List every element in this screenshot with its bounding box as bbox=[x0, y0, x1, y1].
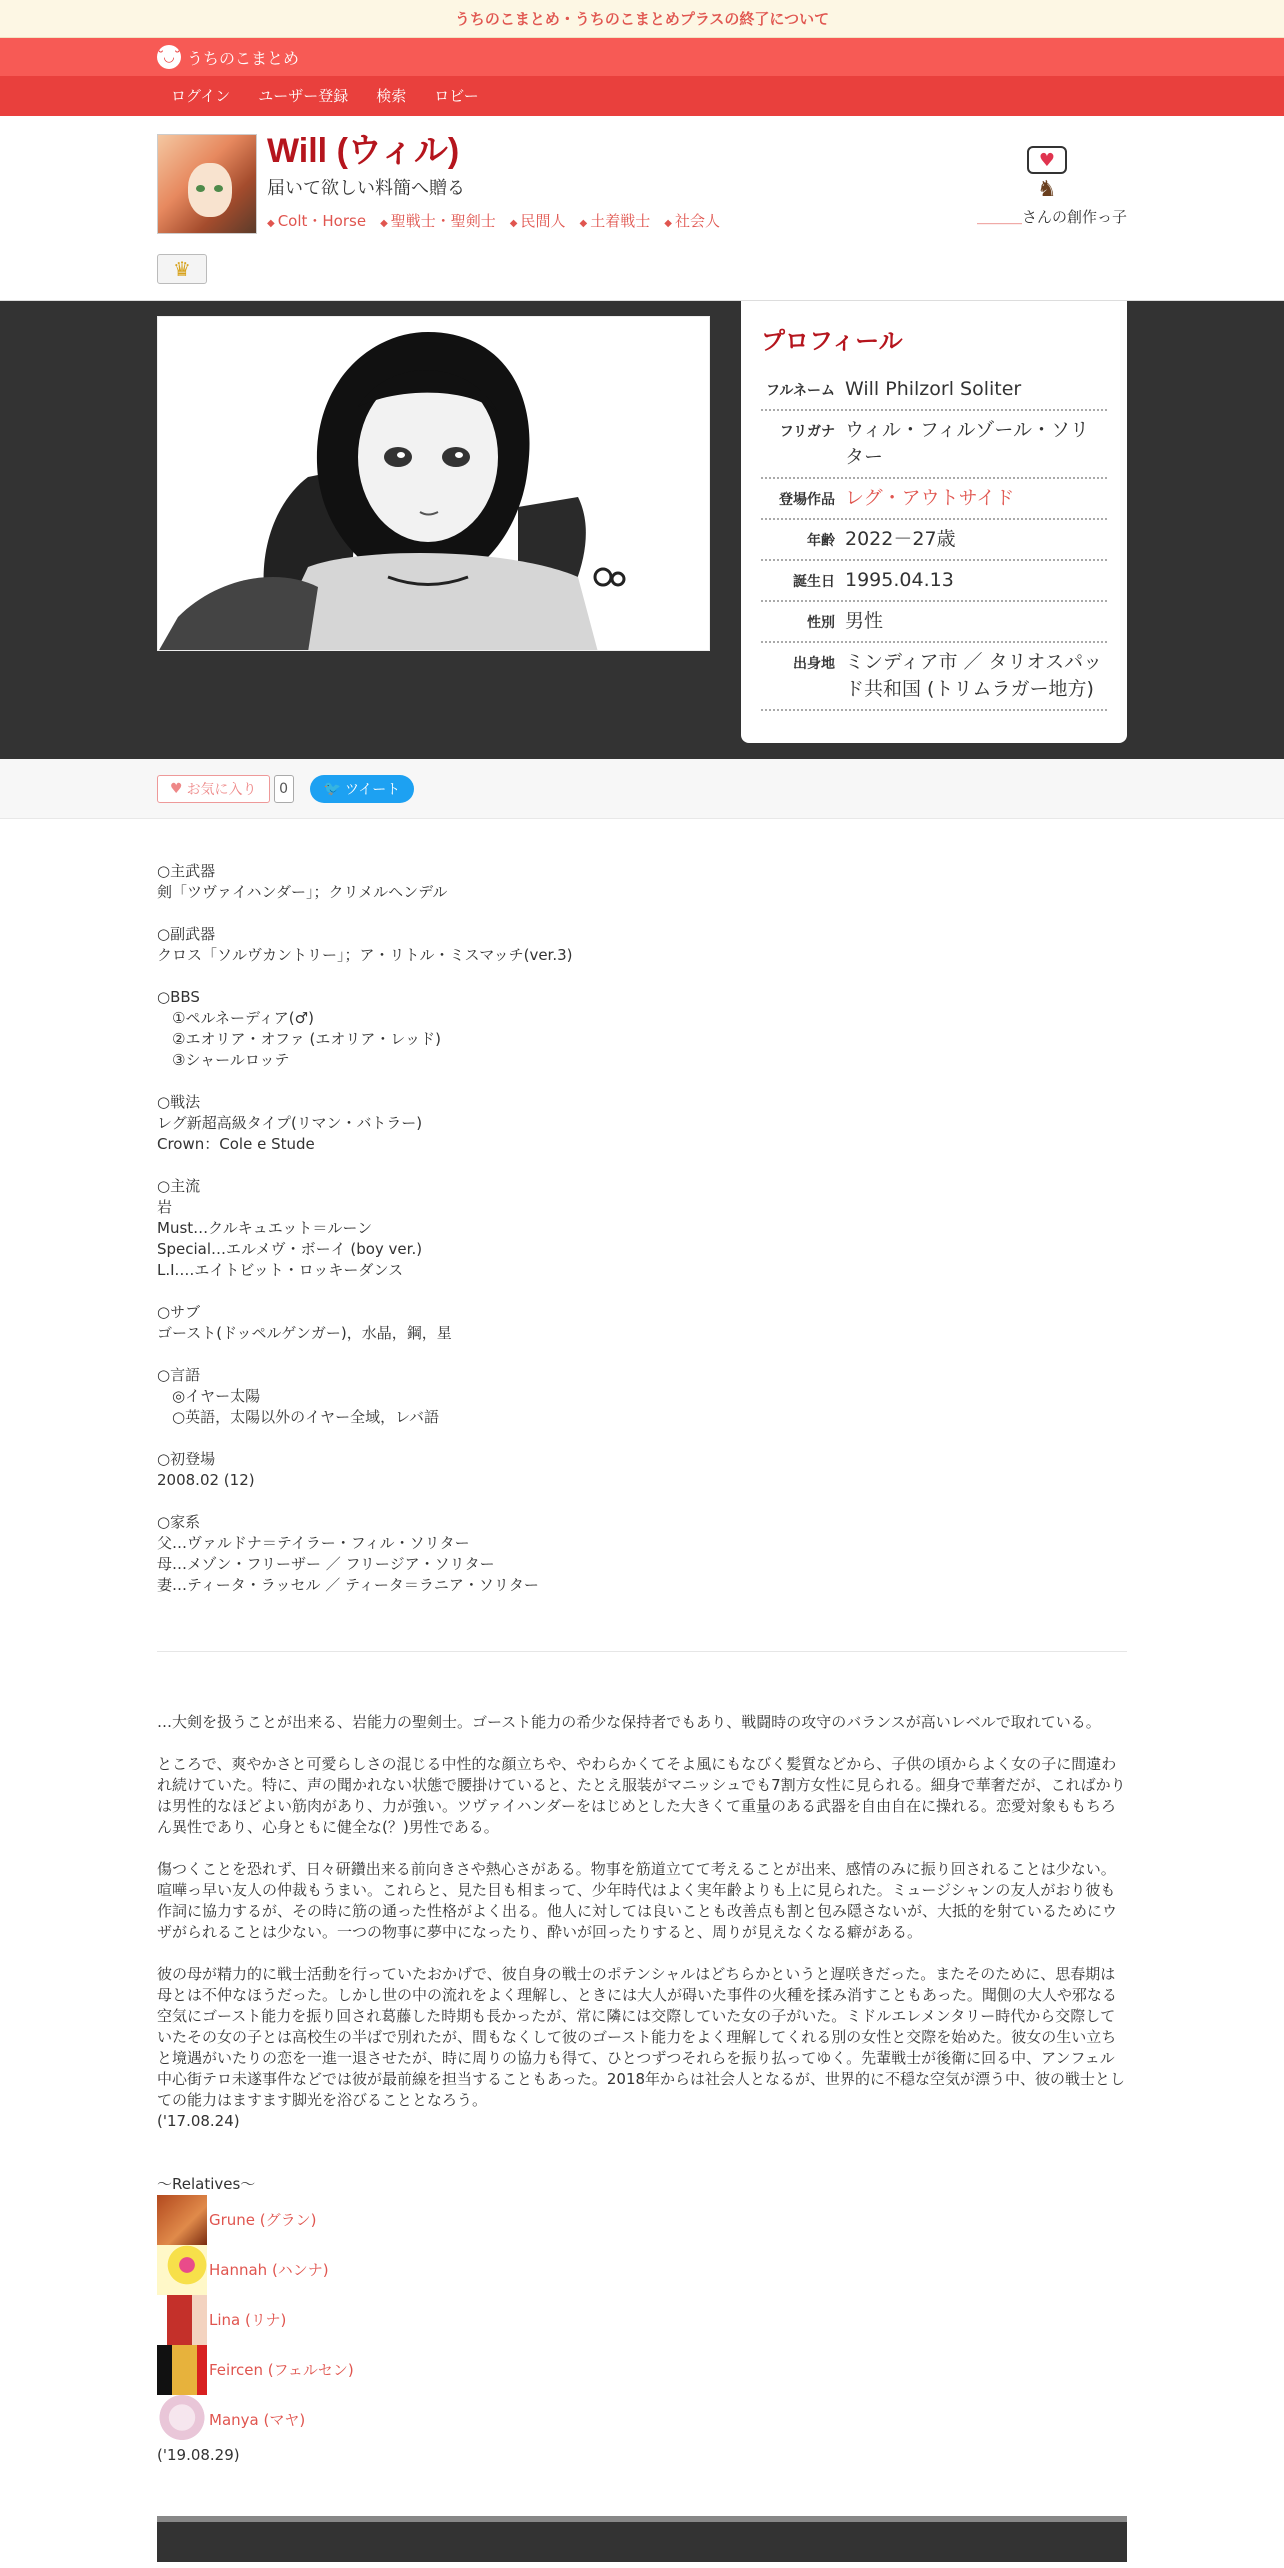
profile-label: フリガナ bbox=[779, 424, 835, 440]
description-paragraph: ところで、爽やかさと可愛らしさの混じる中性的な顔立ちや、やわらかくてそよ風にもなびく髪質などから、子供の頃からよく女の子に間違われ続けていた。特に、声の聞かれない状態で腰掛けていると、たとえ服装がマニッシュでも7割方女性に見られる。細身で華奢だが、こればかりは男性的なほどよい筋肉があり、力が強い。ツヴァイハンダーをはじめとした大きくて重量のある武器を自由自在に操れる。恋愛対象ももちろん異性であり、心身ともに健全な(？)男性である。 bbox=[157, 1755, 1126, 1836]
notice-text[interactable]: うちのこまとめ・うちのこまとめプラスの終了について bbox=[454, 10, 830, 28]
relative-item[interactable] bbox=[157, 2395, 1127, 2445]
tag-link[interactable]: ◆ 社会人 bbox=[664, 210, 720, 231]
relative-name[interactable]: Lina (リナ) bbox=[209, 2310, 287, 2329]
description-paragraph: …大剣を扱うことが出来る、岩能力の聖剣士。ゴースト能力の希少な保持者でもあり、戦闘時の攻守のバランスが高いレベルで取れている。 bbox=[157, 1713, 1101, 1731]
notice-banner[interactable] bbox=[0, 0, 1284, 38]
profile-card bbox=[741, 301, 1127, 743]
profile-label: 登場作品 bbox=[779, 492, 835, 508]
tag-link[interactable]: ◆ 土着戦士 bbox=[580, 210, 651, 231]
relative-thumbnail bbox=[157, 2345, 207, 2395]
description-paragraph: 傷つくことを恐れず、日々研鑽出来る前向きさや熱心さがある。物事を筋道立てて考えることが出来、感情のみに振り回されることは少ない。喧嘩っ早い友人の仲裁もうまい。これらと、見た目も相まって、少年時代はよく実年齢よりも上に見られた。ミュージシャンの友人がおり彼も作詞に協力するが、その時に筋の通った性格がよく出る。他人に対しては良いことも改善点も割と包み隠さないが、大抵的を射ているためにウザがられることは少ない。一つの物事に夢中になったり、酔いが回ったりすると、周りが見えなくなる癖がある。 bbox=[157, 1860, 1118, 1941]
relative-name[interactable]: Manya (マヤ) bbox=[209, 2410, 306, 2429]
relatives-list bbox=[157, 2195, 1127, 2445]
nav-bar bbox=[0, 76, 1284, 116]
profile-row bbox=[761, 643, 1107, 711]
relative-thumbnail bbox=[157, 2395, 207, 2445]
heart-icon: ♥ bbox=[170, 780, 183, 797]
tag-link[interactable]: ◆ 聖戦士・聖剣士 bbox=[380, 210, 496, 231]
detail-section bbox=[157, 819, 1127, 1596]
relatives-date: ('19.08.29) bbox=[157, 2446, 240, 2464]
description-section bbox=[157, 1712, 1127, 2132]
tag-link[interactable]: ◆ Colt・Horse bbox=[267, 210, 366, 231]
tag-link[interactable]: ◆ 民間人 bbox=[510, 210, 566, 231]
tag-list bbox=[267, 210, 720, 231]
description-paragraph: 彼の母が精力的に戦士活動を行っていたおかげで、彼自身の戦士のポテンシャルはどちらかというと遅咲きだった。またそのために、思春期は母とは不仲なほうだった。しかし世の中の流れをよく理解し、ときには大人が碍いた事件の火種を揉み消すこともあった。聞側の大人や邪なる空気にゴースト能力を振り回され葛藤した時期も長かったが、常に隣には交際していた女の子がいた。ミドルエレメンタリー時代から交際していたその女の子とは高校生の半ばで別れたが、間もなくして彼のゴースト能力をよく理解してくれる別の女性と交際を始めた。彼女の生い立ちと境遇がいたりの恋を一進一退させたが、時に周りの協力も得て、ひとつずつそれらを振り払ってゆく。先輩戦士が後衛に回る中、アンフェル中心街テロ未遂事件などでは彼が最前線を担当することもあった。2018年からは社会人となるが、世界的に不穏な空気が漂う中、彼の戦士としての能力はますます脚光を浴びることとなろう。 ('17.08.24) bbox=[157, 1965, 1126, 2130]
relative-name[interactable]: Feircen (フェルセン) bbox=[209, 2360, 354, 2379]
relative-item[interactable] bbox=[157, 2195, 1127, 2245]
character-catchphrase: 届いて欲しい料簡へ贈る bbox=[267, 178, 465, 199]
work-link[interactable]: レグ・アウトサイド bbox=[845, 487, 1015, 509]
relative-name[interactable]: Hannah (ハンナ) bbox=[209, 2260, 329, 2279]
relative-item[interactable] bbox=[157, 2295, 1127, 2345]
heart-icon: ♥ bbox=[1027, 146, 1067, 174]
favorite-count: 0 bbox=[274, 775, 294, 803]
main-content bbox=[157, 819, 1127, 2562]
nav-lobby[interactable]: ロビー bbox=[434, 87, 479, 105]
profile-value: Will Philzorl Soliter bbox=[845, 378, 1022, 400]
character-avatar bbox=[157, 134, 257, 234]
tweet-button[interactable]: 🐦 ツイート bbox=[310, 775, 415, 803]
relative-item[interactable] bbox=[157, 2345, 1127, 2395]
relative-thumbnail bbox=[157, 2245, 207, 2295]
profile-value: 2022－27歳 bbox=[845, 528, 956, 550]
brand-logo-link[interactable] bbox=[157, 45, 1127, 69]
divider bbox=[157, 1651, 1127, 1652]
relative-name[interactable]: Grune (グラン) bbox=[209, 2210, 317, 2229]
action-bar bbox=[0, 759, 1284, 819]
profile-row bbox=[761, 561, 1107, 602]
trophy-icon: ♛ bbox=[173, 257, 191, 281]
relative-thumbnail bbox=[157, 2195, 207, 2245]
nav-register[interactable]: ユーザー登録 bbox=[258, 87, 349, 105]
hero-section bbox=[0, 301, 1284, 759]
horse-icon: ♞ bbox=[1037, 177, 1057, 202]
twitter-bird-icon: 🐦 bbox=[323, 780, 341, 797]
relative-thumbnail bbox=[157, 2295, 207, 2345]
smile-logo-icon: ˘◡˘ bbox=[157, 45, 181, 69]
creator-name: ＿＿＿さんの創作っ子 bbox=[976, 208, 1127, 226]
character-illustration bbox=[157, 316, 710, 651]
illustration-svg bbox=[158, 317, 710, 651]
trophy-badge-button[interactable] bbox=[157, 254, 207, 284]
nav-login[interactable]: ログイン bbox=[171, 87, 231, 105]
profile-row bbox=[761, 520, 1107, 561]
brand-name: うちのこまとめ bbox=[187, 48, 300, 68]
profile-label: 年齢 bbox=[807, 533, 835, 549]
profile-label: 性別 bbox=[807, 615, 835, 631]
profile-row bbox=[761, 479, 1107, 520]
profile-label: 出身地 bbox=[793, 656, 835, 672]
title-block bbox=[267, 134, 720, 231]
relatives-title: ～Relatives～ bbox=[157, 2175, 256, 2193]
main-nav bbox=[157, 76, 1127, 116]
profile-title: プロフィール bbox=[761, 327, 903, 355]
profile-label: 誕生日 bbox=[793, 574, 835, 590]
favorite-button[interactable]: ♥ お気に入り bbox=[157, 775, 270, 803]
top-bar bbox=[0, 38, 1284, 76]
footer-panel bbox=[157, 2516, 1127, 2562]
character-name: Will (ウィル) bbox=[267, 132, 460, 170]
creator-avatar bbox=[1027, 146, 1071, 202]
profile-row bbox=[761, 602, 1107, 643]
creator-link[interactable] bbox=[967, 146, 1127, 227]
detail-text: ○主武器 剣「ツヴァイハンダー」；クリメルヘンデル ○副武器 クロス「ソルヴカントリー」；ア・リトル・ミスマッチ(ver.3) ○BBS ①ペルネーディア(♂) ②エオリア・オファ (エオリア・レッド) ③シャールロッテ ○戦法 レグ新超高級タイプ(リマン・バトラー) Crown：Cole e Stude ○主流 岩 Must…クルキュエット＝ルーン Special…エルメヴ・ボーイ (boy ver.) L.I.…エイトビット・ロッキーダンス ○サブ ゴースト(ドッペルゲンガー)，水晶，鋼，星 ○言語 ◎イヤー太陽 ○英語，太陽以外のイヤー全域，レバ語 ○初登場 2008.02 (12) ○家系 父…ヴァルドナ＝テイラー・フィル・ソリター 母…メゾン・フリーザー ／ フリージア・ソリター 妻…ティータ・ラッセル ／ ティータ＝ラニア・ソリター bbox=[157, 862, 573, 1594]
relative-item[interactable] bbox=[157, 2245, 1127, 2295]
profile-value: 男性 bbox=[845, 610, 884, 632]
profile-value: 1995.04.13 bbox=[845, 569, 954, 591]
profile-value: ウィル・フィルゾール・ソリター bbox=[845, 419, 1089, 468]
nav-search[interactable]: 検索 bbox=[376, 87, 407, 105]
profile-value: ミンディア市 ／ タリオスパッド共和国 (トリムラガー地方) bbox=[845, 651, 1103, 700]
character-header bbox=[0, 116, 1284, 301]
profile-row bbox=[761, 411, 1107, 479]
profile-row bbox=[761, 370, 1107, 411]
profile-label: フルネーム bbox=[765, 383, 835, 399]
